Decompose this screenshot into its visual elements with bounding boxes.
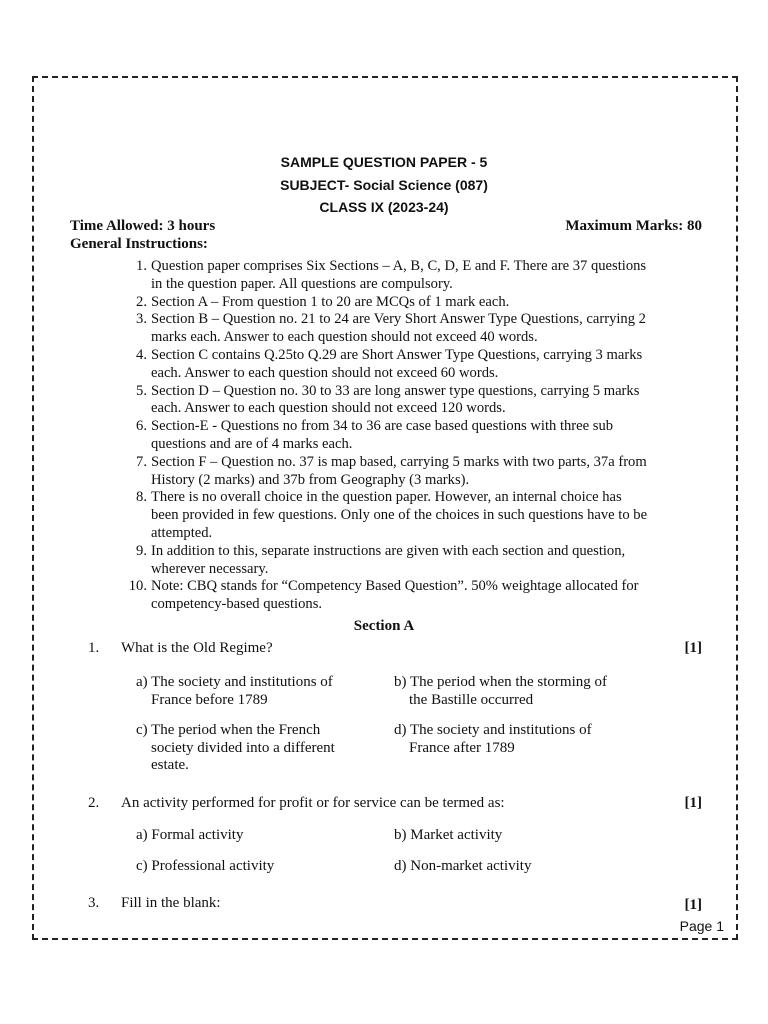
instruction-line: questions and are of 4 marks each. xyxy=(151,435,353,452)
instruction-line: Section D – Question no. 30 to 33 are long answer type questions, carrying 5 marks xyxy=(151,382,640,399)
option-line: c) The period when the French xyxy=(136,722,321,738)
instruction-line: attempted. xyxy=(151,524,213,541)
option-line: b) Market activity xyxy=(394,827,503,843)
instruction-number: 1. xyxy=(136,258,147,274)
instruction-number: 4. xyxy=(136,346,147,363)
instruction-line: in the question paper. All questions are compulsory. xyxy=(151,275,453,292)
option-c xyxy=(136,858,274,876)
option-line: d) The society and institutions of xyxy=(394,722,592,738)
question-text: An activity performed for profit or for service can be termed as: xyxy=(121,795,505,811)
instruction-line: In addition to this, separate instructions are given with each section and question, xyxy=(151,542,626,559)
instruction-item xyxy=(125,489,705,542)
instruction-number: 10. xyxy=(128,578,147,595)
instruction-line: Note: CBQ stands for “Competency Based Question”. 50% weightage allocated for xyxy=(151,578,639,595)
instruction-item xyxy=(125,543,705,579)
instruction-item xyxy=(125,258,705,294)
option-c xyxy=(136,722,335,775)
option-line: the Bastille occurred xyxy=(409,691,534,708)
page-number: Page 1 xyxy=(679,918,724,934)
question-number: 3. xyxy=(88,895,100,911)
option-d xyxy=(394,858,531,876)
question-marks: [1] xyxy=(684,897,702,913)
option-line: society divided into a different xyxy=(151,739,335,756)
instruction-number: 6. xyxy=(136,418,147,435)
instruction-item xyxy=(125,294,705,312)
paper-class: CLASS IX (2023-24) xyxy=(319,199,449,215)
instruction-line: History (2 marks) and 37b from Geography (3 marks). xyxy=(151,471,470,488)
instruction-line: Section B – Question no. 21 to 24 are Very Short Answer Type Questions, carrying 2 xyxy=(151,311,646,328)
option-b xyxy=(394,827,502,845)
option-line: b) The period when the storming of xyxy=(394,674,608,690)
option-line: c) Professional activity xyxy=(136,858,275,874)
instruction-line: Section-E - Questions no from 34 to 36 are case based questions with three sub xyxy=(151,418,614,435)
option-line: France after 1789 xyxy=(409,739,515,756)
question-marks: [1] xyxy=(684,795,702,811)
option-b xyxy=(394,674,607,709)
instruction-line: competency-based questions. xyxy=(151,596,323,613)
question-text: Fill in the blank: xyxy=(121,895,221,911)
paper-subject: SUBJECT- Social Science (087) xyxy=(280,177,488,193)
paper-title: SAMPLE QUESTION PAPER - 5 xyxy=(280,154,488,170)
option-line: France before 1789 xyxy=(151,691,268,708)
instruction-number: 5. xyxy=(136,382,147,399)
time-allowed: Time Allowed: 3 hours xyxy=(70,218,216,234)
instruction-item xyxy=(125,311,705,347)
instruction-line: wherever necessary. xyxy=(151,560,269,577)
instruction-line: each. Answer to each question should not exceed 60 words. xyxy=(151,364,499,381)
instruction-number: 7. xyxy=(136,453,147,470)
instruction-line: Section C contains Q.25to Q.29 are Short Answer Type Questions, carrying 3 marks xyxy=(151,346,643,363)
instruction-item xyxy=(125,454,705,490)
question-number: 2. xyxy=(88,795,100,811)
instruction-item xyxy=(125,347,705,383)
section-a-heading: Section A xyxy=(353,618,415,634)
question-text: What is the Old Regime? xyxy=(121,640,273,656)
option-line: a) The society and institutions of xyxy=(136,674,333,690)
instruction-line: marks each. Answer to each question should not exceed 40 words. xyxy=(151,329,538,346)
instruction-number: 8. xyxy=(136,489,147,506)
question-marks: [1] xyxy=(684,640,702,656)
option-a xyxy=(136,674,333,709)
maximum-marks: Maximum Marks: 80 xyxy=(565,218,702,234)
instruction-line: There is no overall choice in the question paper. However, an internal choice has xyxy=(151,489,622,506)
instructions-list xyxy=(125,258,705,614)
instruction-item xyxy=(125,383,705,419)
instruction-number: 9. xyxy=(136,542,147,559)
instruction-number: 2. xyxy=(136,293,147,310)
option-d xyxy=(394,722,592,757)
instruction-line: Question paper comprises Six Sections – A, B, C, D, E and F. There are 37 questions xyxy=(151,258,647,274)
general-instructions-heading: General Instructions: xyxy=(70,236,208,252)
instruction-line: been provided in few questions. Only one of the choices in such questions have to be xyxy=(151,507,648,524)
option-a xyxy=(136,827,243,845)
instruction-number: 3. xyxy=(136,311,147,328)
instruction-item xyxy=(125,578,705,614)
option-line: a) Formal activity xyxy=(136,827,244,843)
instruction-line: each. Answer to each question should not exceed 120 words. xyxy=(151,400,506,417)
option-line: d) Non-market activity xyxy=(394,858,532,874)
instruction-item xyxy=(125,418,705,454)
instruction-line: Section F – Question no. 37 is map based, carrying 5 marks with two parts, 37a from xyxy=(151,453,647,470)
question-number: 1. xyxy=(88,640,100,656)
instruction-line: Section A – From question 1 to 20 are MCQs of 1 mark each. xyxy=(151,293,510,310)
option-line: estate. xyxy=(151,757,189,773)
